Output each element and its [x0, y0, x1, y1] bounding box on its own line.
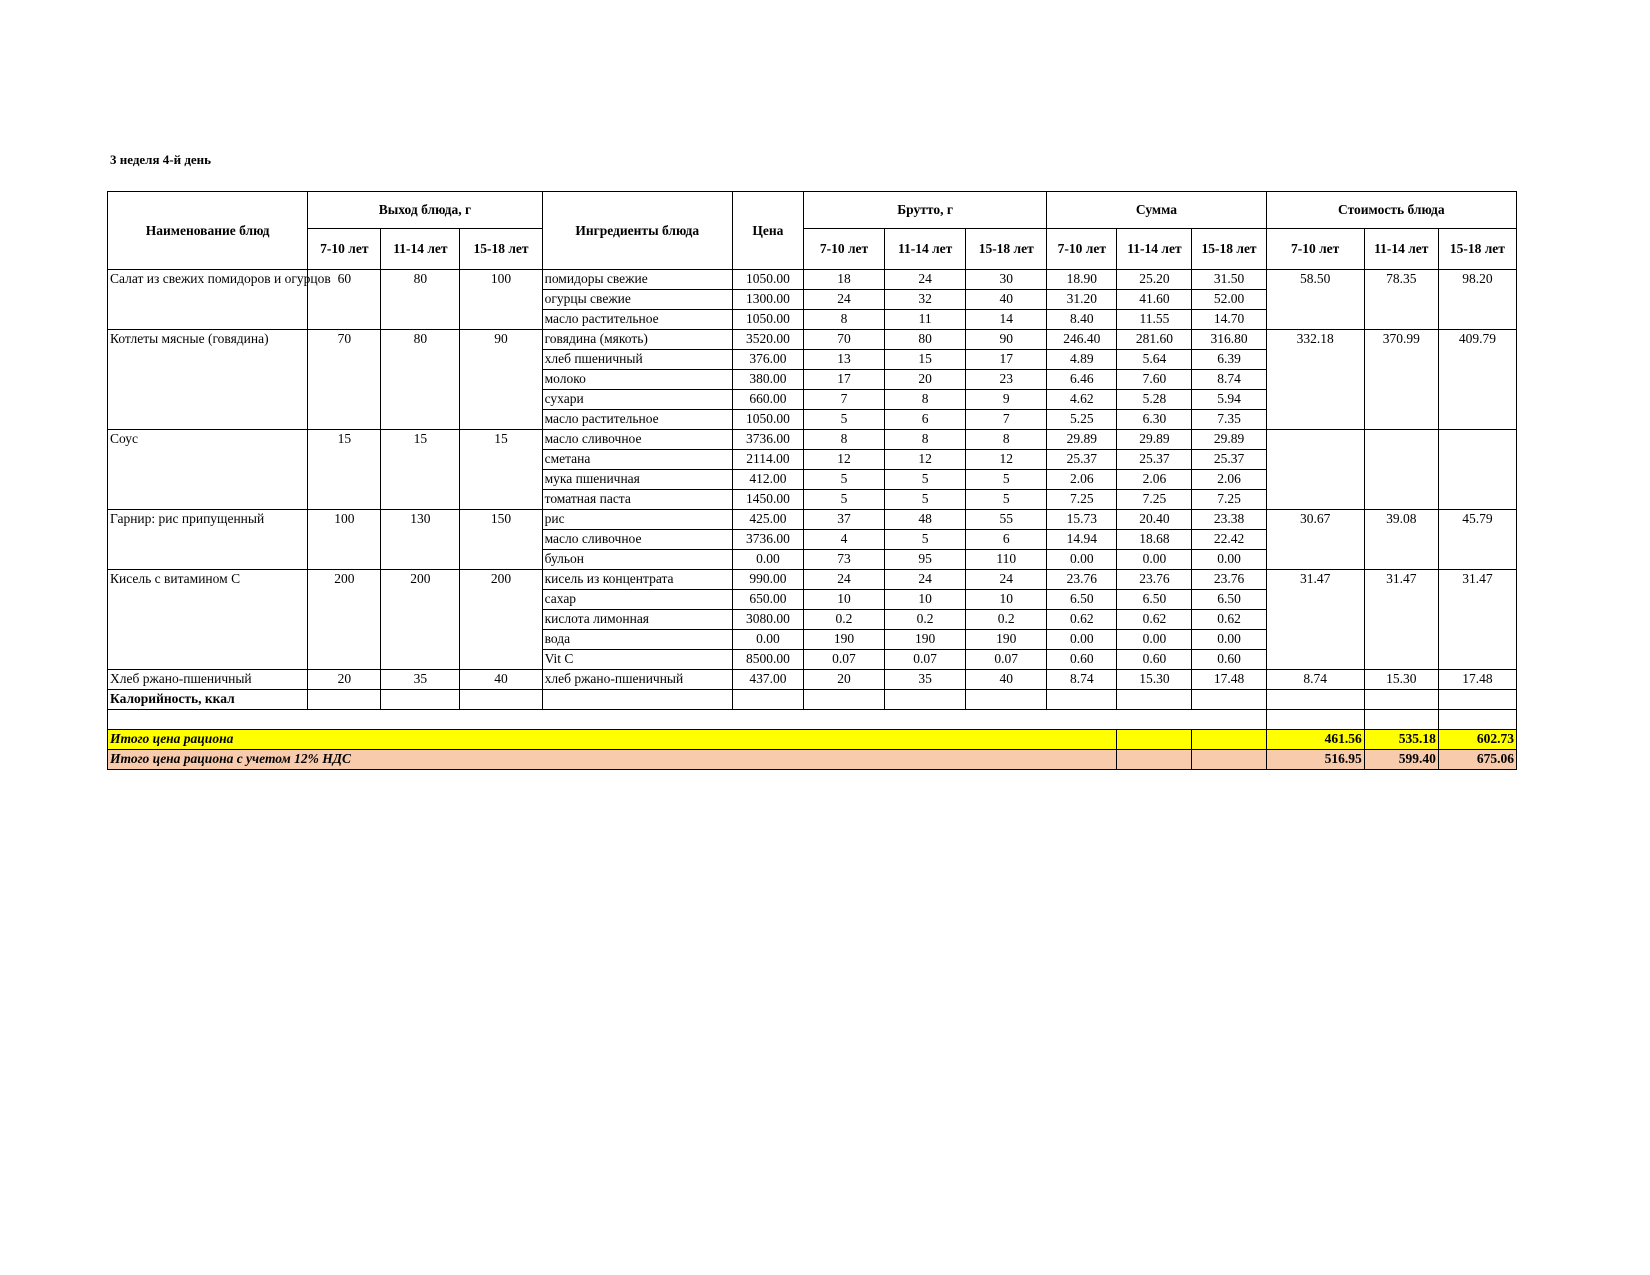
dish-output: 200 [308, 570, 381, 670]
dish-output: 15 [308, 430, 381, 510]
ingredient-gross: 6 [966, 530, 1047, 550]
ingredient-price: 425.00 [732, 510, 803, 530]
dish-cost [1266, 430, 1364, 510]
ingredient-gross: 9 [966, 390, 1047, 410]
ingredient-sum: 11.55 [1117, 310, 1192, 330]
ingredient-sum: 2.06 [1192, 470, 1266, 490]
ingredient-gross: 0.2 [803, 610, 884, 630]
ingredient-sum: 0.00 [1117, 630, 1192, 650]
age-group-header: 15-18 лет [460, 229, 542, 270]
dish-cost: 31.47 [1266, 570, 1364, 670]
dish-output: 80 [381, 330, 460, 430]
ingredient-name: хлеб ржано-пшеничный [542, 670, 732, 690]
dish-output: 90 [460, 330, 542, 430]
dish-cost: 78.35 [1364, 270, 1438, 330]
total-value: 602.73 [1438, 730, 1516, 750]
ingredient-gross: 24 [966, 570, 1047, 590]
ingredient-price: 376.00 [732, 350, 803, 370]
ingredient-gross: 20 [885, 370, 966, 390]
ingredient-gross: 80 [885, 330, 966, 350]
dish-output: 100 [308, 510, 381, 570]
empty-cell [1117, 750, 1192, 770]
ingredient-gross: 6 [885, 410, 966, 430]
ingredient-sum: 2.06 [1047, 470, 1117, 490]
ingredient-name: кисель из концентрата [542, 570, 732, 590]
ingredient-gross: 5 [885, 470, 966, 490]
ingredient-name: помидоры свежие [542, 270, 732, 290]
ingredient-gross: 10 [966, 590, 1047, 610]
ingredient-sum: 22.42 [1192, 530, 1266, 550]
ingredient-gross: 23 [966, 370, 1047, 390]
age-group-header: 7-10 лет [1266, 229, 1364, 270]
ingredient-gross: 5 [966, 470, 1047, 490]
empty-cell [803, 690, 884, 710]
ingredient-sum: 6.50 [1192, 590, 1266, 610]
ingredient-sum: 4.89 [1047, 350, 1117, 370]
header-dish-name: Наименование блюд [108, 192, 308, 270]
ingredient-sum: 29.89 [1192, 430, 1266, 450]
dish-cost [1364, 430, 1438, 510]
total-label: Итого цена рациона с учетом 12% НДС [108, 750, 1117, 770]
ingredient-name: томатная паста [542, 490, 732, 510]
ingredient-gross: 11 [885, 310, 966, 330]
ingredient-gross: 5 [966, 490, 1047, 510]
ingredient-gross: 90 [966, 330, 1047, 350]
age-group-header: 15-18 лет [1192, 229, 1266, 270]
dish-cost [1438, 430, 1516, 510]
ingredient-gross: 24 [803, 290, 884, 310]
ingredient-sum: 2.06 [1117, 470, 1192, 490]
ingredient-gross: 24 [885, 270, 966, 290]
table-row [108, 510, 1517, 530]
dish-output: 70 [308, 330, 381, 430]
ingredient-sum: 15.30 [1117, 670, 1192, 690]
empty-cell [542, 690, 732, 710]
dish-output: 40 [460, 670, 542, 690]
empty-cell [460, 690, 542, 710]
ingredient-gross: 95 [885, 550, 966, 570]
age-group-header: 11-14 лет [381, 229, 460, 270]
empty-cell [966, 690, 1047, 710]
empty-cell [308, 690, 381, 710]
ingredient-sum: 52.00 [1192, 290, 1266, 310]
blank-row [108, 710, 1517, 730]
ingredient-price: 3736.00 [732, 530, 803, 550]
dish-output: 15 [381, 430, 460, 510]
dish-cost: 30.67 [1266, 510, 1364, 570]
ingredient-price: 660.00 [732, 390, 803, 410]
ingredient-name: вода [542, 630, 732, 650]
ingredient-gross: 8 [966, 430, 1047, 450]
ingredient-sum: 0.00 [1047, 630, 1117, 650]
ingredient-sum: 246.40 [1047, 330, 1117, 350]
dish-cost: 39.08 [1364, 510, 1438, 570]
empty-cell [1117, 730, 1192, 750]
ingredient-gross: 5 [803, 490, 884, 510]
dish-output: 80 [381, 270, 460, 330]
table-row [108, 430, 1517, 450]
dish-cost: 31.47 [1438, 570, 1516, 670]
ingredient-sum: 7.25 [1192, 490, 1266, 510]
ingredient-gross: 32 [885, 290, 966, 310]
ingredient-gross: 0.07 [885, 650, 966, 670]
ingredient-sum: 8.74 [1047, 670, 1117, 690]
empty-cell [1047, 690, 1117, 710]
ingredient-sum: 5.28 [1117, 390, 1192, 410]
total-value: 535.18 [1364, 730, 1438, 750]
dish-output: 35 [381, 670, 460, 690]
ingredient-gross: 7 [803, 390, 884, 410]
ingredient-gross: 8 [803, 310, 884, 330]
ingredient-sum: 18.90 [1047, 270, 1117, 290]
ingredient-name: говядина (мякоть) [542, 330, 732, 350]
ingredient-gross: 55 [966, 510, 1047, 530]
age-group-header: 7-10 лет [803, 229, 884, 270]
ingredient-price: 1300.00 [732, 290, 803, 310]
ingredient-sum: 25.20 [1117, 270, 1192, 290]
ingredient-sum: 23.76 [1117, 570, 1192, 590]
ingredient-name: сухари [542, 390, 732, 410]
ingredient-sum: 7.35 [1192, 410, 1266, 430]
ingredient-price: 1050.00 [732, 270, 803, 290]
ingredient-gross: 0.07 [803, 650, 884, 670]
dish-output: 100 [460, 270, 542, 330]
ingredient-sum: 5.25 [1047, 410, 1117, 430]
empty-cell [732, 690, 803, 710]
ingredient-gross: 10 [885, 590, 966, 610]
empty-cell [1364, 690, 1438, 710]
ingredient-gross: 70 [803, 330, 884, 350]
ingredient-gross: 14 [966, 310, 1047, 330]
ingredient-gross: 12 [885, 450, 966, 470]
ingredient-gross: 35 [885, 670, 966, 690]
dish-output: 60 [308, 270, 381, 330]
page-title: 3 неделя 4-й день [110, 152, 212, 167]
ingredient-sum: 7.25 [1117, 490, 1192, 510]
empty-cell [108, 710, 1267, 730]
dish-cost: 8.74 [1266, 670, 1364, 690]
ingredient-gross: 5 [803, 410, 884, 430]
age-group-header: 7-10 лет [1047, 229, 1117, 270]
ingredient-price: 1050.00 [732, 410, 803, 430]
ingredient-gross: 5 [885, 530, 966, 550]
ingredient-gross: 110 [966, 550, 1047, 570]
ingredient-sum: 0.00 [1192, 550, 1266, 570]
ingredient-price: 3080.00 [732, 610, 803, 630]
ingredient-sum: 31.20 [1047, 290, 1117, 310]
ingredient-price: 0.00 [732, 630, 803, 650]
calories-label: Калорийность, ккал [108, 690, 308, 710]
total-row [108, 750, 1517, 770]
ingredient-gross: 15 [885, 350, 966, 370]
ingredient-gross: 0.2 [885, 610, 966, 630]
ingredient-gross: 20 [803, 670, 884, 690]
ingredient-sum: 23.76 [1192, 570, 1266, 590]
ingredient-sum: 8.40 [1047, 310, 1117, 330]
age-group-header: 11-14 лет [1364, 229, 1438, 270]
total-row [108, 730, 1517, 750]
ingredient-sum: 25.37 [1192, 450, 1266, 470]
ingredient-gross: 190 [885, 630, 966, 650]
ingredient-sum: 281.60 [1117, 330, 1192, 350]
ingredient-sum: 20.40 [1117, 510, 1192, 530]
total-value: 599.40 [1364, 750, 1438, 770]
ingredient-sum: 14.70 [1192, 310, 1266, 330]
ingredient-price: 3520.00 [732, 330, 803, 350]
header-gross: Брутто, г [803, 192, 1046, 229]
ingredient-sum: 25.37 [1117, 450, 1192, 470]
ingredient-sum: 31.50 [1192, 270, 1266, 290]
ingredient-price: 412.00 [732, 470, 803, 490]
age-group-header: 15-18 лет [966, 229, 1047, 270]
empty-cell [1117, 690, 1192, 710]
ingredient-sum: 0.62 [1047, 610, 1117, 630]
table-row [108, 270, 1517, 290]
ingredient-sum: 7.60 [1117, 370, 1192, 390]
ingredient-gross: 7 [966, 410, 1047, 430]
ingredient-gross: 73 [803, 550, 884, 570]
ingredient-price: 0.00 [732, 550, 803, 570]
header-dish-cost: Стоимость блюда [1266, 192, 1516, 229]
ingredient-name: масло сливочное [542, 530, 732, 550]
ingredient-sum: 17.48 [1192, 670, 1266, 690]
ingredient-gross: 4 [803, 530, 884, 550]
ingredient-price: 437.00 [732, 670, 803, 690]
ingredient-sum: 29.89 [1047, 430, 1117, 450]
ingredient-sum: 0.00 [1047, 550, 1117, 570]
ingredient-price: 3736.00 [732, 430, 803, 450]
footer-body [108, 690, 1517, 770]
age-group-header: 11-14 лет [1117, 229, 1192, 270]
dish-cost: 332.18 [1266, 330, 1364, 430]
dish-output: 200 [460, 570, 542, 670]
dish-cost: 58.50 [1266, 270, 1364, 330]
ingredient-gross: 17 [803, 370, 884, 390]
ingredient-sum: 6.50 [1117, 590, 1192, 610]
empty-cell [381, 690, 460, 710]
dish-output: 150 [460, 510, 542, 570]
ingredient-sum: 0.00 [1117, 550, 1192, 570]
ingredient-name: мука пшеничная [542, 470, 732, 490]
ingredient-gross: 190 [966, 630, 1047, 650]
ingredient-name: масло растительное [542, 310, 732, 330]
menu-cost-table [107, 191, 1517, 770]
ingredient-gross: 24 [803, 570, 884, 590]
ingredient-gross: 0.2 [966, 610, 1047, 630]
empty-cell [1266, 690, 1364, 710]
dish-name: Гарнир: рис припущенный [108, 510, 308, 570]
dish-cost: 409.79 [1438, 330, 1516, 430]
ingredient-price: 650.00 [732, 590, 803, 610]
ingredient-gross: 8 [803, 430, 884, 450]
dish-cost: 98.20 [1438, 270, 1516, 330]
ingredient-sum: 6.39 [1192, 350, 1266, 370]
ingredient-name: огурцы свежие [542, 290, 732, 310]
ingredient-gross: 24 [885, 570, 966, 590]
empty-cell [1192, 730, 1266, 750]
dish-name: Соус [108, 430, 308, 510]
empty-cell [1438, 690, 1516, 710]
ingredient-sum: 29.89 [1117, 430, 1192, 450]
ingredient-sum: 0.00 [1192, 630, 1266, 650]
ingredient-sum: 0.60 [1047, 650, 1117, 670]
ingredient-gross: 190 [803, 630, 884, 650]
ingredient-name: сахар [542, 590, 732, 610]
dish-output: 200 [381, 570, 460, 670]
ingredient-gross: 40 [966, 670, 1047, 690]
header-ingredients: Ингредиенты блюда [542, 192, 732, 270]
empty-cell [1266, 710, 1364, 730]
ingredient-sum: 6.30 [1117, 410, 1192, 430]
ingredient-gross: 12 [803, 450, 884, 470]
ingredient-price: 8500.00 [732, 650, 803, 670]
total-value: 461.56 [1266, 730, 1364, 750]
menu-body [108, 270, 1517, 690]
ingredient-sum: 4.62 [1047, 390, 1117, 410]
ingredient-sum: 8.74 [1192, 370, 1266, 390]
dish-cost: 31.47 [1364, 570, 1438, 670]
ingredient-sum: 5.94 [1192, 390, 1266, 410]
ingredient-sum: 14.94 [1047, 530, 1117, 550]
dish-cost: 45.79 [1438, 510, 1516, 570]
ingredient-gross: 12 [966, 450, 1047, 470]
total-value: 516.95 [1266, 750, 1364, 770]
dish-cost: 15.30 [1364, 670, 1438, 690]
ingredient-sum: 25.37 [1047, 450, 1117, 470]
table-row [108, 670, 1517, 690]
total-label: Итого цена рациона [108, 730, 1117, 750]
ingredient-gross: 8 [885, 430, 966, 450]
ingredient-gross: 48 [885, 510, 966, 530]
table-row [108, 330, 1517, 350]
dish-output: 20 [308, 670, 381, 690]
ingredient-name: масло сливочное [542, 430, 732, 450]
ingredient-sum: 0.62 [1117, 610, 1192, 630]
ingredient-gross: 0.07 [966, 650, 1047, 670]
ingredient-gross: 5 [885, 490, 966, 510]
ingredient-gross: 8 [885, 390, 966, 410]
ingredient-sum: 0.60 [1117, 650, 1192, 670]
ingredient-sum: 6.50 [1047, 590, 1117, 610]
ingredient-gross: 10 [803, 590, 884, 610]
ingredient-gross: 17 [966, 350, 1047, 370]
ingredient-name: Vit C [542, 650, 732, 670]
ingredient-name: сметана [542, 450, 732, 470]
ingredient-sum: 23.38 [1192, 510, 1266, 530]
empty-cell [1438, 710, 1516, 730]
header-output: Выход блюда, г [308, 192, 542, 229]
ingredient-name: рис [542, 510, 732, 530]
age-group-header: 7-10 лет [308, 229, 381, 270]
ingredient-sum: 7.25 [1047, 490, 1117, 510]
dish-output: 15 [460, 430, 542, 510]
calories-row [108, 690, 1517, 710]
empty-cell [885, 690, 966, 710]
ingredient-gross: 30 [966, 270, 1047, 290]
ingredient-price: 1450.00 [732, 490, 803, 510]
ingredient-gross: 18 [803, 270, 884, 290]
ingredient-price: 2114.00 [732, 450, 803, 470]
ingredient-name: молоко [542, 370, 732, 390]
ingredient-sum: 23.76 [1047, 570, 1117, 590]
ingredient-name: масло растительное [542, 410, 732, 430]
ingredient-sum: 0.62 [1192, 610, 1266, 630]
dish-name: Кисель с витамином С [108, 570, 308, 670]
age-group-header: 15-18 лет [1438, 229, 1516, 270]
dish-name: Хлеб ржано-пшеничный [108, 670, 308, 690]
ingredient-sum: 41.60 [1117, 290, 1192, 310]
ingredient-gross: 13 [803, 350, 884, 370]
dish-name: Салат из свежих помидоров и огурцов [108, 270, 308, 330]
ingredient-name: хлеб пшеничный [542, 350, 732, 370]
ingredient-price: 990.00 [732, 570, 803, 590]
header-sum: Сумма [1047, 192, 1266, 229]
ingredient-name: кислота лимонная [542, 610, 732, 630]
ingredient-name: бульон [542, 550, 732, 570]
table-row [108, 570, 1517, 590]
ingredient-sum: 5.64 [1117, 350, 1192, 370]
ingredient-gross: 40 [966, 290, 1047, 310]
ingredient-sum: 0.60 [1192, 650, 1266, 670]
ingredient-gross: 5 [803, 470, 884, 490]
empty-cell [1364, 710, 1438, 730]
empty-cell [1192, 750, 1266, 770]
total-value: 675.06 [1438, 750, 1516, 770]
ingredient-sum: 18.68 [1117, 530, 1192, 550]
ingredient-gross: 37 [803, 510, 884, 530]
dish-name: Котлеты мясные (говядина) [108, 330, 308, 430]
ingredient-price: 1050.00 [732, 310, 803, 330]
dish-cost: 17.48 [1438, 670, 1516, 690]
ingredient-sum: 6.46 [1047, 370, 1117, 390]
header-price: Цена [732, 192, 803, 270]
ingredient-sum: 15.73 [1047, 510, 1117, 530]
dish-cost: 370.99 [1364, 330, 1438, 430]
ingredient-sum: 316.80 [1192, 330, 1266, 350]
dish-output: 130 [381, 510, 460, 570]
empty-cell [1192, 690, 1266, 710]
age-group-header: 11-14 лет [885, 229, 966, 270]
ingredient-price: 380.00 [732, 370, 803, 390]
